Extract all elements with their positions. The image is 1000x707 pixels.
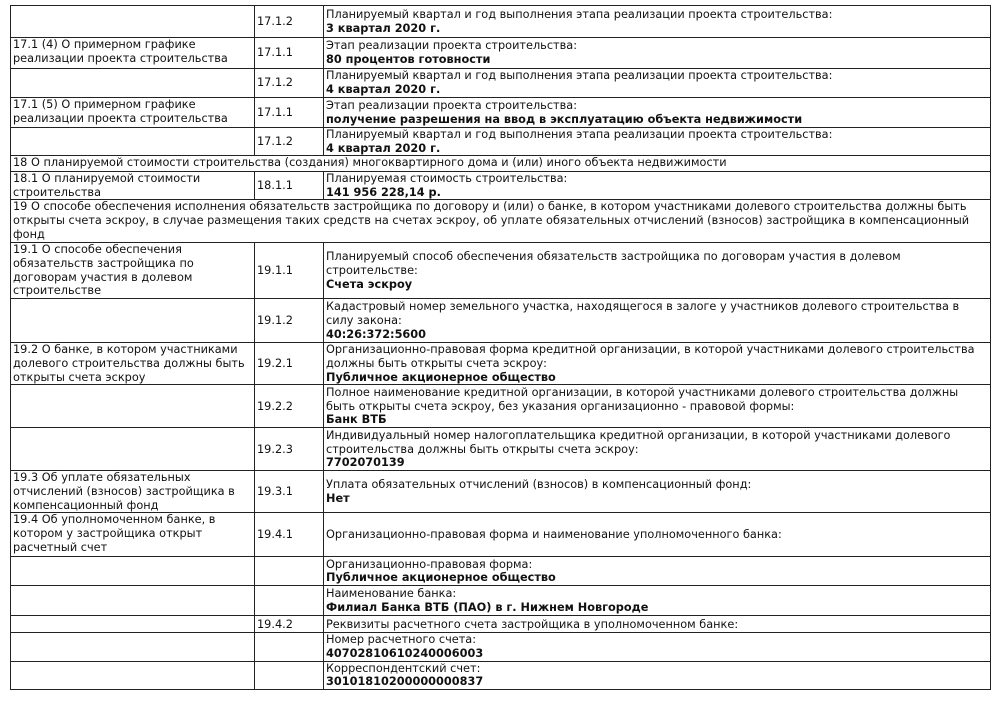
section-cell — [11, 6, 255, 38]
field-label: Планируемая стоимость строительства: — [326, 172, 568, 186]
code-cell — [255, 586, 324, 616]
section-cell: 17.1 (4) О примерном графике реализации проекта строительства — [11, 38, 255, 69]
field-value: 80 процентов готовности — [326, 53, 491, 66]
table-row — [11, 586, 991, 616]
table-row — [11, 98, 991, 128]
field-label: Планируемый квартал и год выполнения этапа реализации проекта строительства: — [326, 128, 833, 141]
section-header-row — [11, 156, 991, 172]
code-cell: 17.1.2 — [255, 128, 324, 156]
section-cell — [11, 385, 255, 428]
content-cell — [324, 172, 991, 200]
table-row — [11, 385, 991, 428]
field-value: Филиал Банка ВТБ (ПАО) в г. Нижнем Новгороде — [326, 600, 649, 614]
field-label: Этап реализации проекта строительства: — [326, 39, 578, 53]
field-label: Кадастровый номер земельного участка, находящегося в залоге у участников долевого строительства в силу закона: — [326, 300, 960, 328]
code-cell: 17.1.1 — [255, 98, 324, 128]
table-body — [11, 6, 991, 690]
code-cell: 17.1.1 — [255, 38, 324, 69]
code-cell: 19.2.1 — [255, 343, 324, 385]
section-cell: 18.1 О планируемой стоимости строительства — [11, 172, 255, 200]
field-value: 4 квартал 2020 г. — [326, 141, 441, 155]
table-row — [11, 633, 991, 661]
field-label: Планируемый квартал и год выполнения этапа реализации проекта строительства: — [326, 7, 833, 21]
section-cell: 19.2 О банке, в котором участниками долевого строительства должны быть открыты счета эскроу — [11, 343, 255, 385]
content-cell — [324, 385, 991, 428]
content-cell — [324, 616, 991, 633]
field-label: Этап реализации проекта строительства: — [326, 98, 578, 112]
content-cell — [324, 428, 991, 471]
field-value: Нет — [326, 491, 350, 505]
code-cell: 19.4.2 — [255, 616, 324, 633]
section-cell — [11, 661, 255, 689]
table-row — [11, 299, 991, 343]
table-row — [11, 471, 991, 513]
field-value: 141 956 228,14 р. — [326, 185, 441, 199]
code-cell: 19.2.3 — [255, 428, 324, 471]
code-cell: 19.2.2 — [255, 385, 324, 428]
field-label: Организационно-правовая форма и наименование уполномоченного банка: — [326, 528, 782, 542]
code-cell: 17.1.2 — [255, 6, 324, 38]
field-label: Наименование банка: — [326, 587, 457, 601]
code-cell — [255, 661, 324, 689]
section-cell — [11, 428, 255, 471]
code-cell: 17.1.2 — [255, 69, 324, 98]
content-cell — [324, 586, 991, 616]
content-cell — [324, 343, 991, 385]
field-label: Индивидуальный номер налогоплательщика кредитной организации, в которой участниками долевого строительства должны быть открыты счета эскроу: — [326, 428, 951, 456]
content-cell — [324, 128, 991, 156]
field-value: Публичное акционерное общество — [326, 571, 556, 585]
content-cell — [324, 661, 991, 689]
code-cell: 18.1.1 — [255, 172, 324, 200]
field-value: получение разрешения на ввод в эксплуатацию объекта недвижимости — [326, 112, 803, 126]
field-label: Реквизиты расчетного счета застройщика в уполномоченном банке: — [326, 617, 739, 631]
section-cell: 19.3 Об уплате обязательных отчислений (взносов) застройщика в компенсационный фонд — [11, 471, 255, 513]
section-cell — [11, 128, 255, 156]
declaration-table — [10, 5, 991, 690]
content-cell — [324, 299, 991, 343]
code-cell — [255, 633, 324, 661]
field-label: Полное наименование кредитной организации, в которой участниками долевого строительства должны быть открыты счета эскроу, без указания организационно - правовой формы: — [326, 385, 959, 413]
field-value: 3 квартал 2020 г. — [326, 21, 441, 35]
section-cell — [11, 69, 255, 98]
table-row — [11, 616, 991, 633]
code-cell: 19.3.1 — [255, 471, 324, 513]
field-value: 4 квартал 2020 г. — [326, 83, 441, 96]
section-cell — [11, 557, 255, 586]
code-cell — [255, 557, 324, 586]
code-cell: 19.4.1 — [255, 513, 324, 557]
field-value: Счета эскроу — [326, 277, 413, 291]
section-heading: 18 О планируемой стоимости строительства (создания) многоквартирного дома и (или) иного объекта недвижимости — [11, 156, 991, 172]
field-value: 40:26:372:5600 — [326, 327, 427, 341]
table-row — [11, 69, 991, 98]
field-label: Номер расчетного счета: — [326, 633, 477, 647]
content-cell — [324, 98, 991, 128]
field-label: Организационно-правовая форма: — [326, 557, 533, 571]
table-row — [11, 557, 991, 586]
table-row — [11, 513, 991, 557]
code-cell: 19.1.2 — [255, 299, 324, 343]
section-header-row — [11, 200, 991, 243]
content-cell — [324, 513, 991, 557]
content-cell — [324, 243, 991, 299]
field-value: Банк ВТБ — [326, 413, 387, 427]
field-value: 7702070139 — [326, 456, 405, 470]
table-row — [11, 428, 991, 471]
table-row — [11, 343, 991, 385]
field-label: Уплата обязательных отчислений (взносов) в компенсационный фонд: — [326, 478, 752, 492]
field-value: 30101810200000000837 — [326, 675, 484, 689]
field-label: Корреспондентский счет: — [326, 661, 481, 675]
field-label: Планируемый квартал и год выполнения этапа реализации проекта строительства: — [326, 69, 833, 83]
table-row — [11, 6, 991, 38]
table-row — [11, 243, 991, 299]
table-row — [11, 172, 991, 200]
section-heading: 19 О способе обеспечения исполнения обязательств застройщика по договору и (или) о банке, в котором участниками долевого строительства должны быть открыты счета эскроу, в случае размещения таких средств на счетах эскроу, об уплате обязательных отчислений (взносов) застройщика в компенсационный фонд — [11, 200, 991, 243]
code-cell: 19.1.1 — [255, 243, 324, 299]
content-cell — [324, 633, 991, 661]
section-cell: 19.1 О способе обеспечения обязательств застройщика по договорам участия в долевом строительстве — [11, 243, 255, 299]
content-cell — [324, 471, 991, 513]
content-cell — [324, 6, 991, 38]
section-cell — [11, 616, 255, 633]
section-cell — [11, 633, 255, 661]
field-label: Организационно-правовая форма кредитной организации, в которой участниками долевого строительства должны быть открыты счета эскроу: — [326, 343, 975, 371]
table-row — [11, 38, 991, 69]
content-cell — [324, 557, 991, 586]
table-row — [11, 128, 991, 156]
table-row — [11, 661, 991, 689]
content-cell — [324, 69, 991, 98]
section-cell: 17.1 (5) О примерном графике реализации проекта строительства — [11, 98, 255, 128]
section-cell — [11, 299, 255, 343]
section-cell: 19.4 Об уполномоченном банке, в котором у застройщика открыт расчетный счет — [11, 513, 255, 557]
content-cell — [324, 38, 991, 69]
field-value: 40702810610240006003 — [326, 646, 484, 660]
field-value: Публичное акционерное общество — [326, 370, 556, 384]
section-cell — [11, 586, 255, 616]
field-label: Планируемый способ обеспечения обязательств застройщика по договорам участия в долевом строительстве: — [326, 250, 901, 278]
